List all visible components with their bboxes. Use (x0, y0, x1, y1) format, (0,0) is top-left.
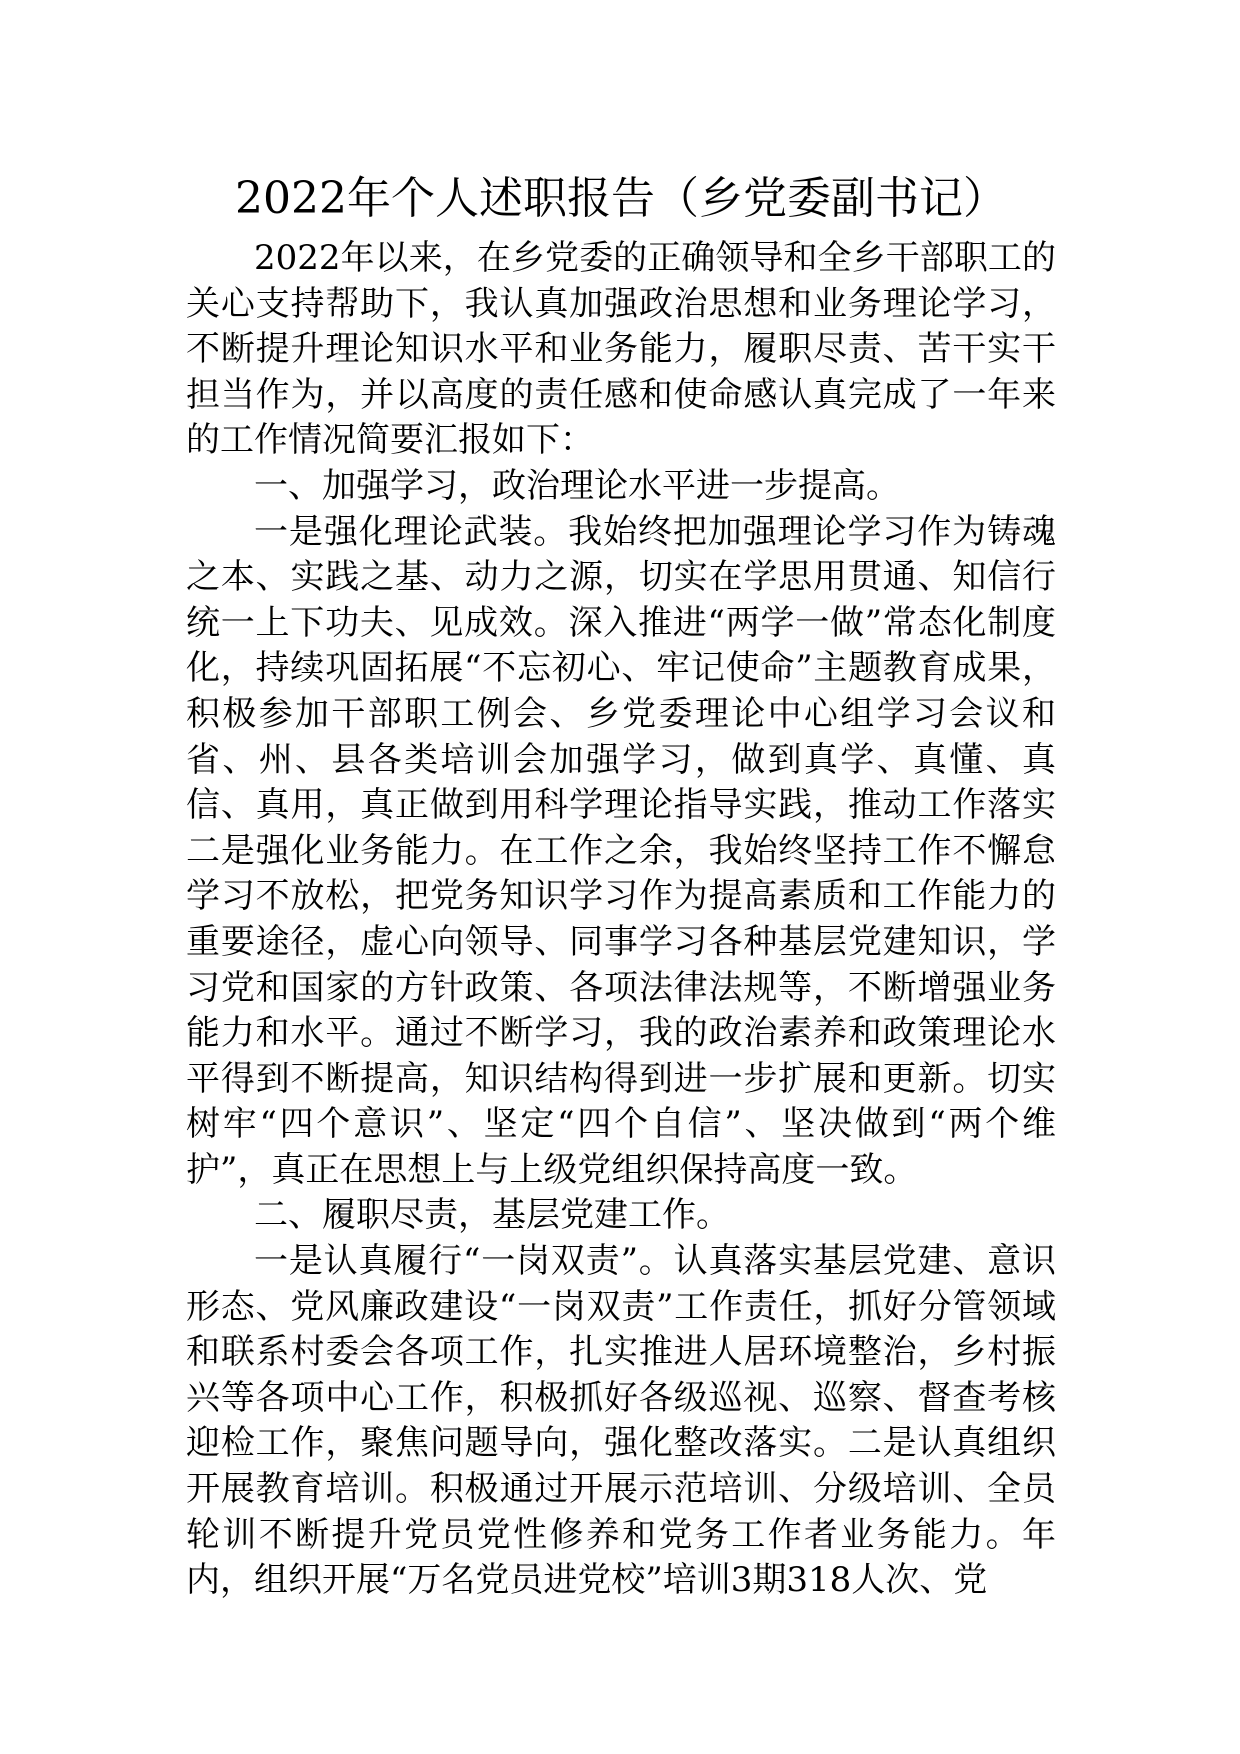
section-1-paragraph: 一是强化理论武装。我始终把加强理论学习作为铸魂之本、实践之基、动力之源，切实在学思用贯通、知信行统一上下功夫、见成效。深入推进“两学一做”常态化制度化，持续巩固拓展“不忘初心、牢记使命”主题教育成果，积极参加干部职工例会、乡党委理论中心组学习会议和省、州、县各类培训会加强学习，做到真学、真懂、真信、真用，真正做到用科学理论指导实践，推动工作落实二是强化业务能力。在工作之余，我始终坚持工作不懈怠学习不放松，把党务知识学习作为提高素质和工作能力的重要途径，虚心向领导、同事学习各种基层党建知识，学习党和国家的方针政策、各项法律法规等，不断增强业务能力和水平。通过不断学习，我的政治素养和政策理论水平得到不断提高，知识结构得到进一步扩展和更新。切实树牢“四个意识”、坚定“四个自信”、坚决做到“两个维护”，真正在思想上与上级党组织保持高度一致。 (186, 511, 1056, 1190)
section-heading-2: 二、履职尽责，基层党建工作。 (254, 1195, 730, 1236)
document-page (186, 168, 1056, 1604)
section-heading-1: 一、加强学习，政治理论水平进一步提高。 (254, 465, 900, 506)
document-title: 2022年个人述职报告（乡党委副书记） (235, 173, 1007, 224)
section-2-paragraph: 一是认真履行“一岗双责”。认真落实基层党建、意识形态、党风廉政建设“一岗双责”工作责任，抓好分管领域和联系村委会各项工作，扎实推进人居环境整治，乡村振兴等各项中心工作，积极抓好各级巡视、巡察、督查考核迎检工作，聚焦问题导向，强化整改落实。二是认真组织开展教育培训。积极通过开展示范培训、分级培训、全员轮训不断提升党员党性修养和党务工作者业务能力。年内，组织开展“万名党员进党校”培训3期318人次、党 (186, 1241, 1056, 1601)
intro-paragraph: 2022年以来，在乡党委的正确领导和全乡干部职工的关心支持帮助下，我认真加强政治思想和业务理论学习，不断提升理论知识水平和业务能力，履职尽责、苦干实干担当作为，并以高度的责任感和使命感认真完成了一年来的工作情况简要汇报如下： (186, 238, 1056, 461)
